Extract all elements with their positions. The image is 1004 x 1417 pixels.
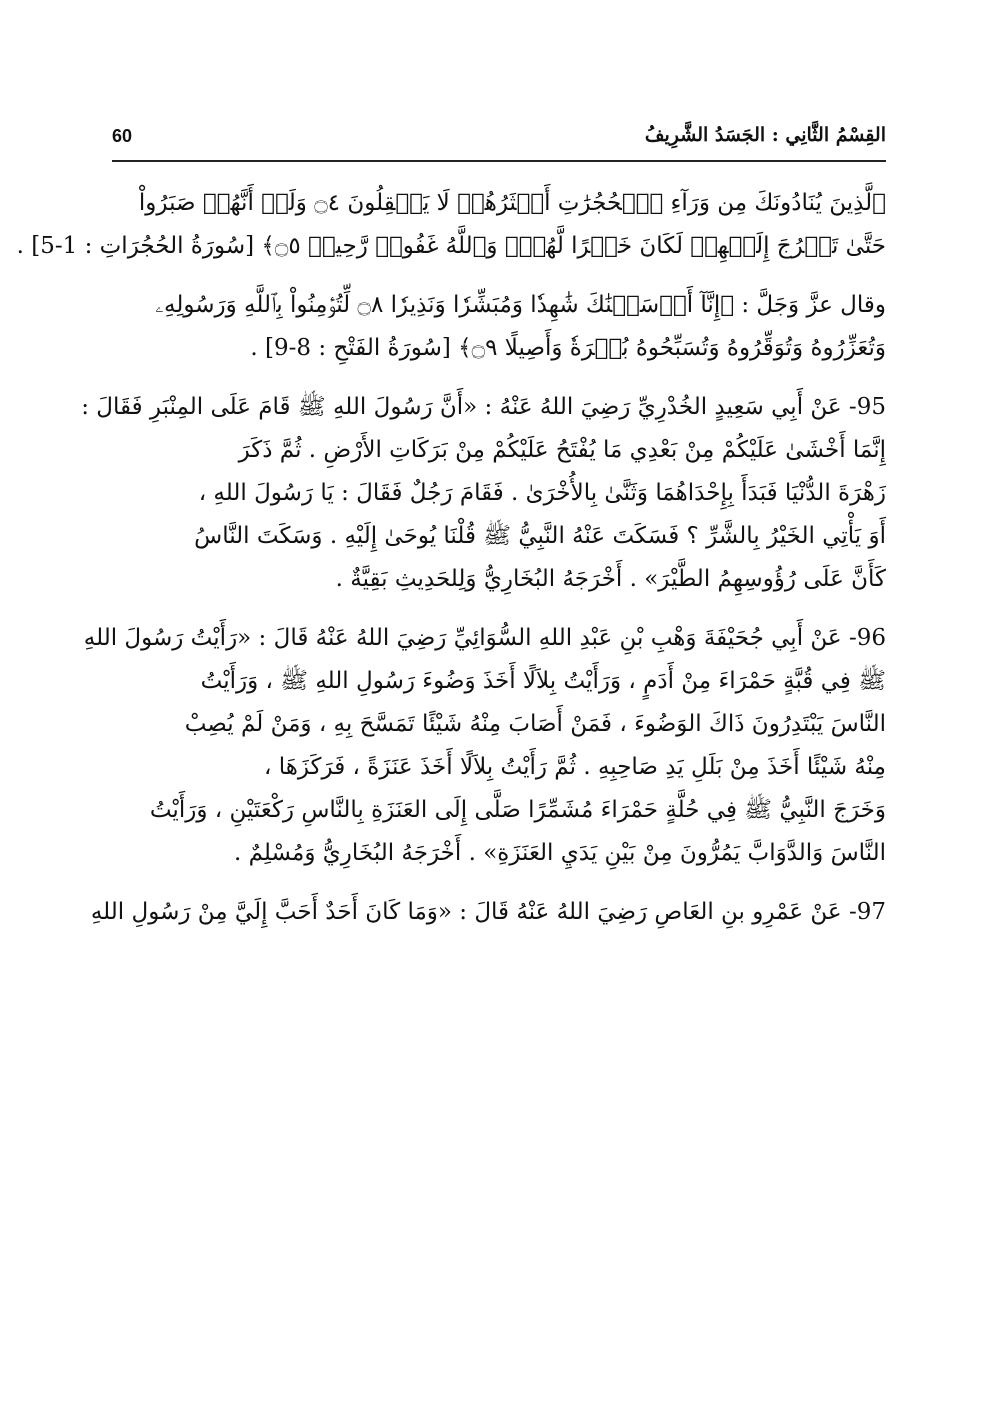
text-line: ٱلَّذِينَ يُنَادُونَكَ مِن وَرَآءِ ٱلۡحُجُرَٰتِ أَكۡثَرُهُمۡ لَا يَعۡقِلُونَ ۝٤ وَلَوۡ أَنَّهُمۡ صَبَرُواْ	[138, 190, 886, 216]
text-line: 96- عَنْ أَبِي جُحَيْفَةَ وَهْبِ بْنِ عَبْدِ اللهِ السُّوَائِيِّ رَضِيَ اللهُ عَنْهُ قَالَ : «رَأَيْتُ رَسُولَ اللهِ	[83, 625, 886, 651]
text-line: 97- عَنْ عَمْرِو بنِ العَاصِ رَضِيَ اللهُ عَنْهُ قَالَ : «وَمَا كَانَ أَحَدٌ أَحَبَّ إِلَيَّ مِنْ رَسُولِ اللهِ	[90, 899, 886, 925]
text-line: وَخَرَجَ النَّبِيُّ ﷺ فِي حُلَّةٍ حَمْرَاءَ مُشَمِّرًا صَلَّى إِلَى العَنَزَةِ بِالنَّاسِ رَكْعَتَيْنِ ، وَرَأَيْتُ	[149, 797, 886, 823]
text-line: وقال عزَّ وَجَلَّ : ﴿إِنَّآ أَرۡسَلۡنَٰكَ شَٰهِدٗا وَمُبَشِّرٗا وَنَذِيرٗا ۝٨ لِّتُؤۡمِنُواْ بِٱللَّهِ وَرَسُولِهِۦ	[155, 292, 886, 318]
hadith-95	[81, 386, 886, 601]
text-line: إِنَّمَا أَخْشَىٰ عَلَيْكُمْ مِنْ بَعْدِي مَا يُفْتَحُ عَلَيْكُمْ مِنْ بَرَكَاتِ الأَرْضِ . ثُمَّ ذَكَرَ	[238, 437, 886, 463]
header-divider	[112, 160, 886, 162]
quran-verse-hujurat	[16, 182, 886, 268]
text-line: 95- عَنْ أَبِي سَعِيدٍ الخُدْرِيِّ رَضِيَ اللهُ عَنْهُ : «أَنَّ رَسُولَ اللهِ ﷺ قَامَ عَلَى المِنْبَرِ فَقَالَ :	[81, 394, 886, 420]
page-header	[112, 118, 886, 158]
text-line: زَهْرَةَ الدُّنْيَا فَبَدَأَ بِإِحْدَاهُمَا وَثَنَّىٰ بِالأُخْرَىٰ . فَقَامَ رَجُلٌ فَقَالَ : يَا رَسُولَ اللهِ ،	[198, 480, 886, 506]
hadith-97	[90, 891, 886, 934]
text-line: حَتَّىٰ تَخۡرُجَ إِلَيۡهِمۡ لَكَانَ خَيۡرًا لَّهُمۡۚ وَٱللَّهُ غَفُورٞ رَّحِيمٞ ۝٥﴾ [سُورَةُ الحُجُرَاتِ : 1-5] .	[16, 233, 886, 259]
section-title: القِسْمُ الثَّانِي : الجَسَدُ الشَّرِيفُ	[644, 124, 886, 146]
hadith-96	[83, 617, 886, 875]
quran-verse-fath	[112, 284, 886, 370]
text-line: أَوَ يَأْتِي الخَيْرُ بِالشَّرِّ ؟ فَسَكَتَ عَنْهُ النَّبِيُّ ﷺ قُلْنَا يُوحَىٰ إِلَيْهِ . وَسَكَتَ النَّاسُ	[194, 523, 886, 549]
page-body	[16, 182, 886, 950]
text-line: وَتُعَزِّرُوهُ وَتُوَقِّرُوهُ وَتُسَبِّحُوهُ بُكۡرَةٗ وَأَصِيلًا ۝٩﴾ [سُورَةُ الفَتْحِ : 8-9] .	[250, 335, 886, 361]
text-line: ﷺ فِي قُبَّةٍ حَمْرَاءَ مِنْ أَدَمٍ ، وَرَأَيْتُ بِلاَلًا أَخَذَ وَضُوءَ رَسُولِ اللهِ ﷺ ، وَرَأَيْتُ	[200, 668, 886, 694]
text-line: النَّاسَ وَالدَّوَابَّ يَمُرُّونَ مِنْ بَيْنِ يَدَيِ العَنَزَةِ» . أَخْرَجَهُ البُخَارِيُّ وَمُسْلِمٌ .	[234, 840, 886, 866]
text-line: مِنْهُ شَيْئًا أَخَذَ مِنْ بَلَلِ يَدِ صَاحِبِهِ . ثُمَّ رَأَيْتُ بِلاَلًا أَخَذَ عَنَزَةً ، فَرَكَزَهَا ،	[264, 754, 886, 780]
text-line: كَأَنَّ عَلَى رُؤُوسِهِمُ الطَّيْرَ» . أَخْرَجَهُ البُخَارِيُّ وَلِلحَدِيثِ بَقِيَّةٌ .	[335, 566, 886, 592]
page-number: 60	[112, 126, 133, 146]
text-line: النَّاسَ يَبْتَدِرُونَ ذَاكَ الوَضُوءَ ، فَمَنْ أَصَابَ مِنْهُ شَيْئًا تَمَسَّحَ بِهِ ، وَمَنْ لَمْ يُصِبْ	[184, 711, 886, 737]
